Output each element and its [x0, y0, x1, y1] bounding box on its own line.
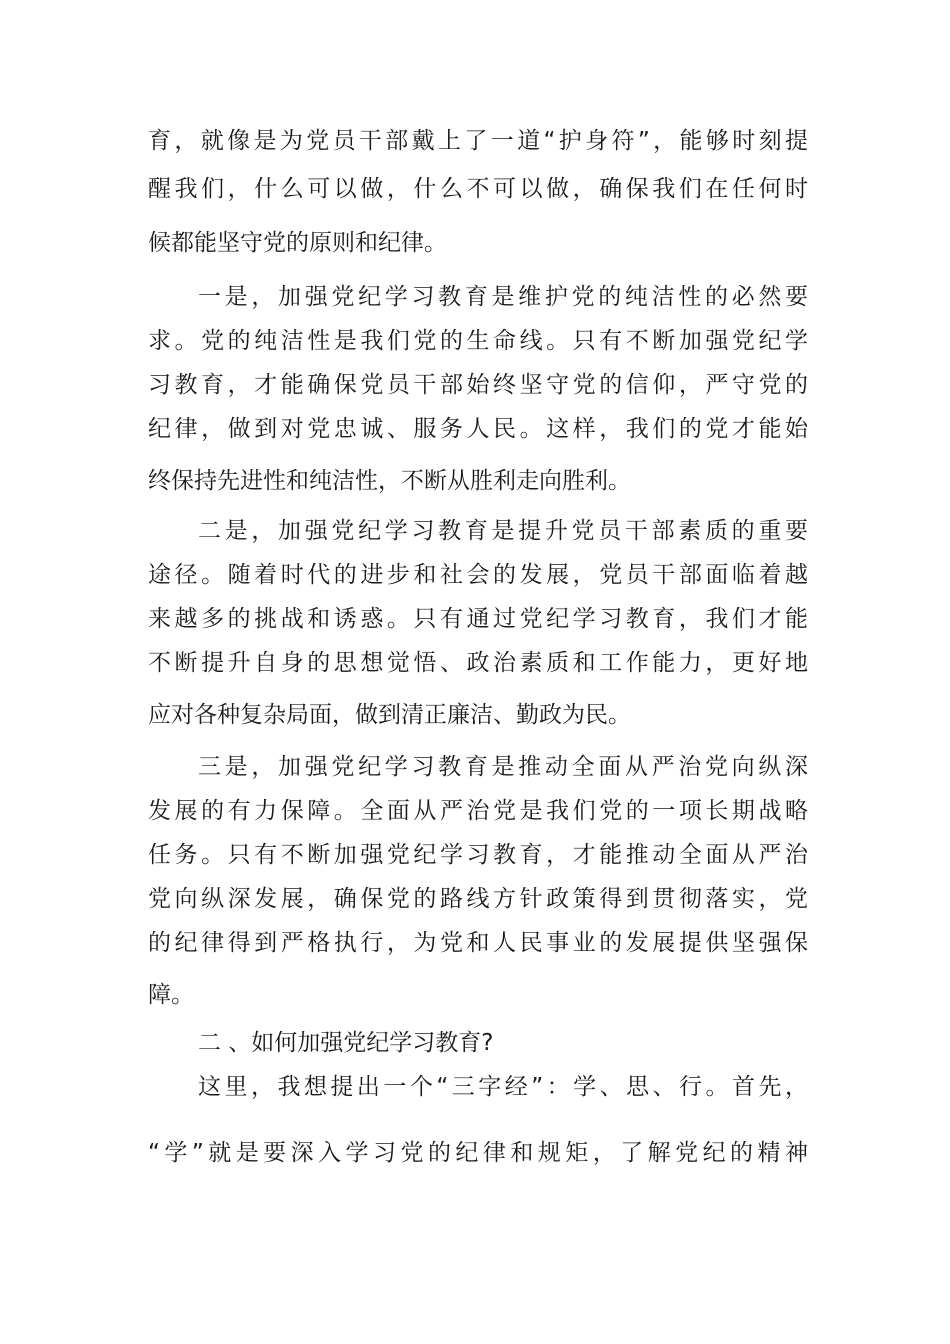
text-line: 习教育，才能确保党员干部始终坚守党的信仰，严守党的	[148, 372, 808, 398]
text-line: 纪律，做到对党忠诚、服务人民。这样，我们的党才能始	[148, 416, 808, 442]
text-line: 来越多的挑战和诱惑。只有通过党纪学习教育，我们才能	[148, 606, 808, 632]
text-line: 不断提升自身的思想觉悟、政治素质和工作能力，更好地	[148, 650, 808, 676]
paragraph-start-line: 二是，加强党纪学习教育是提升党员干部素质的重要	[198, 518, 808, 544]
text-line: 发展的有力保障。全面从严治党是我们党的一项长期战略	[148, 798, 808, 824]
text-line: 障。	[148, 982, 194, 1008]
text-line: 求。党的纯洁性是我们党的生命线。只有不断加强党纪学	[148, 328, 808, 354]
text-line: 的纪律得到严格执行，为党和人民事业的发展提供坚强保	[148, 930, 808, 956]
text-line: 候都能坚守党的原则和纪律。	[148, 230, 447, 256]
text-line: 育，就像是为党员干部戴上了一道“护身符”，能够时刻提	[148, 128, 808, 154]
text-line: 途径。随着时代的进步和社会的发展，党员干部面临着越	[148, 562, 808, 588]
text-line: 醒我们，什么可以做，什么不可以做，确保我们在任何时	[148, 176, 808, 202]
paragraph-start-line: 三是，加强党纪学习教育是推动全面从严治党向纵深	[198, 754, 808, 780]
paragraph-start-line: 一是，加强党纪学习教育是维护党的纯洁性的必然要	[198, 284, 808, 310]
text-line: 终保持先进性和纯洁性，不断从胜利走向胜利。	[148, 468, 631, 494]
paragraph-start-line: 这里，我想提出一个“三字经”：学、思、行。首先，	[198, 1074, 808, 1100]
text-line: 任务。只有不断加强党纪学习教育，才能推动全面从严治	[148, 842, 808, 868]
text-line: “学”就是要深入学习党的纪律和规矩，了解党纪的精神	[148, 1140, 808, 1166]
text-line: 党向纵深发展，确保党的路线方针政策得到贯彻落实，党	[148, 886, 808, 912]
section-heading: 二 、如何加强党纪学习教育?	[198, 1030, 494, 1056]
text-line: 应对各种复杂局面，做到清正廉洁、勤政为民。	[148, 702, 631, 728]
